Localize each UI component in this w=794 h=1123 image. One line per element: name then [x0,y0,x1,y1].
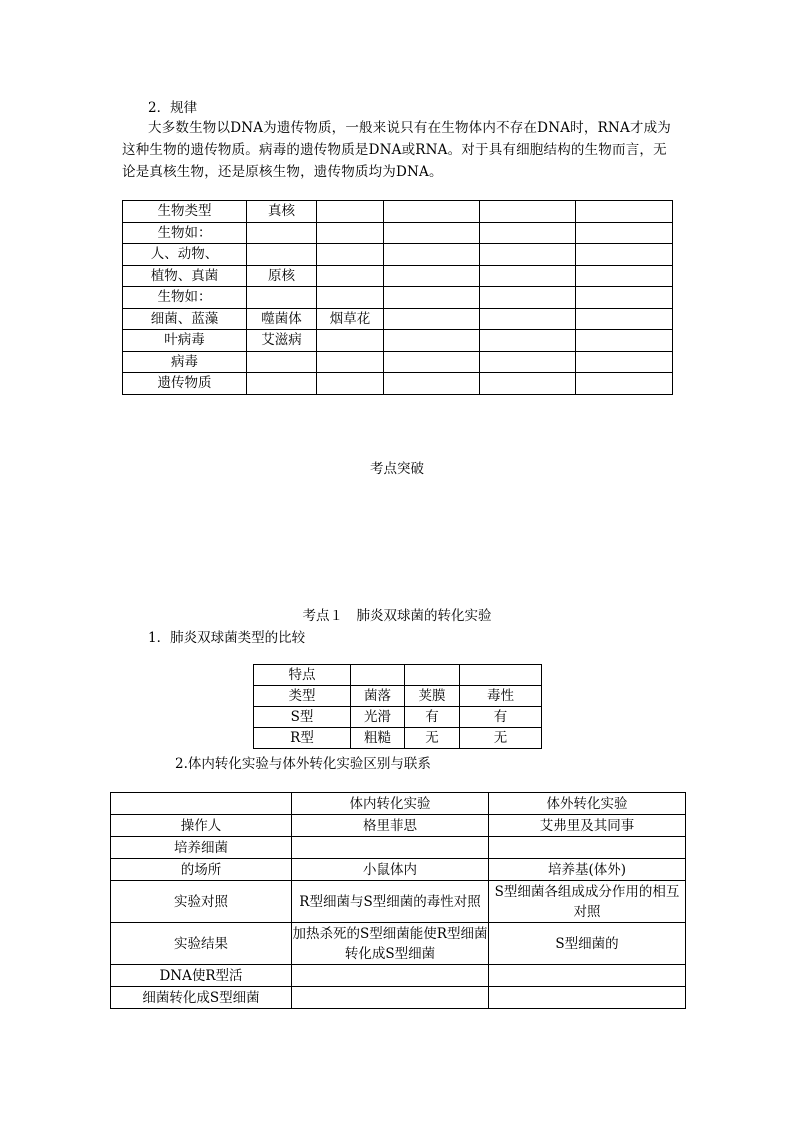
table-row [254,728,542,749]
table-row [111,815,686,837]
table-cell: 体内转化实验 [292,793,489,815]
table-cell [351,665,405,686]
table-cell [480,330,576,352]
table-cell: 生物如： [123,222,247,244]
organism-table [122,200,673,395]
table-cell [576,330,673,352]
table-cell: 培养细菌 [111,837,292,859]
table-cell [292,965,489,987]
table-row [123,308,673,330]
table-cell: 原核 [247,265,317,287]
table-row [123,330,673,352]
table-cell [247,351,317,373]
subsection-heading: 2.体内转化实验与体外转化实验区别与联系 [175,756,431,772]
table-cell: 植物、真菌 [123,265,247,287]
table-cell: 格里菲思 [292,815,489,837]
table-cell: 细菌、蓝藻 [123,308,247,330]
table-cell [384,351,480,373]
table-cell [460,665,542,686]
section-title: 考点突破 [370,461,424,477]
table-cell [247,373,317,395]
table-cell: 艾弗里及其同事 [489,815,686,837]
table-cell [292,837,489,859]
table-cell [576,287,673,309]
table-cell [384,373,480,395]
table-cell [317,244,384,266]
table-row [123,201,673,223]
table-cell [405,665,460,686]
table-row [123,244,673,266]
table-cell: 病毒 [123,351,247,373]
table-cell [576,351,673,373]
table-cell: 加热杀死的S型细菌能使R型细菌转化成S型细菌 [292,923,489,965]
table-cell [317,373,384,395]
table-cell [384,308,480,330]
table-cell: 真核 [247,201,317,223]
table-cell [480,222,576,244]
table-cell [576,222,673,244]
rule-paragraph: 大多数生物以DNA为遗传物质，一般来说只有在生物体内不存在DNA时，RNA才成为这种生物的遗传物质。病毒的遗传物质是DNA或RNA。对于具有细胞结构的生物而言，无论是真核生物，还是原核生物，遗传物质均为DNA。 [122,120,671,180]
table-cell [489,965,686,987]
table-cell [247,222,317,244]
table-cell [384,244,480,266]
table-row [111,923,686,965]
table-cell [489,987,686,1009]
subsection-heading: 1．肺炎双球菌类型的比较 [148,630,306,646]
experiment-comparison-table [110,792,686,1009]
table-cell [480,287,576,309]
table-cell: R型 [254,728,351,749]
table-cell: 小鼠体内 [292,859,489,881]
table-cell [480,373,576,395]
table-cell: 生物类型 [123,201,247,223]
table-cell: 菌落 [351,686,405,707]
table-cell: 的场所 [111,859,292,881]
table-cell [480,265,576,287]
table-row [111,793,686,815]
table-cell [292,987,489,1009]
table-row [111,881,686,923]
table-cell: 光滑 [351,707,405,728]
table-row [254,707,542,728]
table-cell [247,244,317,266]
table-cell: 噬菌体 [247,308,317,330]
table-cell [111,793,292,815]
table-cell [384,330,480,352]
table-cell [480,201,576,223]
bacteria-type-table [253,664,542,749]
table-cell: 有 [460,707,542,728]
table-cell: 无 [405,728,460,749]
table-row [111,837,686,859]
table-cell: 荚膜 [405,686,460,707]
table-row [254,686,542,707]
table-cell [576,308,673,330]
table-cell: 烟草花 [317,308,384,330]
table-cell [480,351,576,373]
table-cell: 人、动物、 [123,244,247,266]
table-cell [317,265,384,287]
section-heading: 2．规律 [148,100,198,116]
table-cell [576,244,673,266]
table-cell: 类型 [254,686,351,707]
table-cell [317,222,384,244]
table-cell [489,837,686,859]
table-cell [317,330,384,352]
table-row [123,287,673,309]
table-cell [384,265,480,287]
table-cell: 生物如： [123,287,247,309]
table-row [123,222,673,244]
table-cell: 体外转化实验 [489,793,686,815]
table-row [123,351,673,373]
table-cell [384,287,480,309]
table-cell [480,244,576,266]
table-cell: 实验结果 [111,923,292,965]
table-cell: S型 [254,707,351,728]
table-cell: 实验对照 [111,881,292,923]
table-row [254,665,542,686]
table-cell [576,373,673,395]
table-cell [480,308,576,330]
table-cell: 无 [460,728,542,749]
table-row [123,265,673,287]
table-row [111,965,686,987]
table-row [111,987,686,1009]
table-row [111,859,686,881]
table-cell: 细菌转化成S型细菌 [111,987,292,1009]
table-cell: 艾滋病 [247,330,317,352]
table-row [123,373,673,395]
table-cell [317,351,384,373]
table-cell [317,287,384,309]
topic-title: 考点１ 肺炎双球菌的转化实验 [302,608,492,624]
table-cell [384,222,480,244]
table-cell [247,287,317,309]
table-cell [576,201,673,223]
table-cell [317,201,384,223]
table-cell: 毒性 [460,686,542,707]
table-cell [576,265,673,287]
table-cell: DNA使R型活 [111,965,292,987]
table-cell: 特点 [254,665,351,686]
table-cell: 遗传物质 [123,373,247,395]
table-cell: 有 [405,707,460,728]
table-cell: 操作人 [111,815,292,837]
table-cell: R型细菌与S型细菌的毒性对照 [292,881,489,923]
table-cell: S型细菌的 [489,923,686,965]
table-cell: 粗糙 [351,728,405,749]
table-cell: S型细菌各组成成分作用的相互对照 [489,881,686,923]
table-cell [384,201,480,223]
table-cell: 培养基(体外) [489,859,686,881]
table-cell: 叶病毒 [123,330,247,352]
